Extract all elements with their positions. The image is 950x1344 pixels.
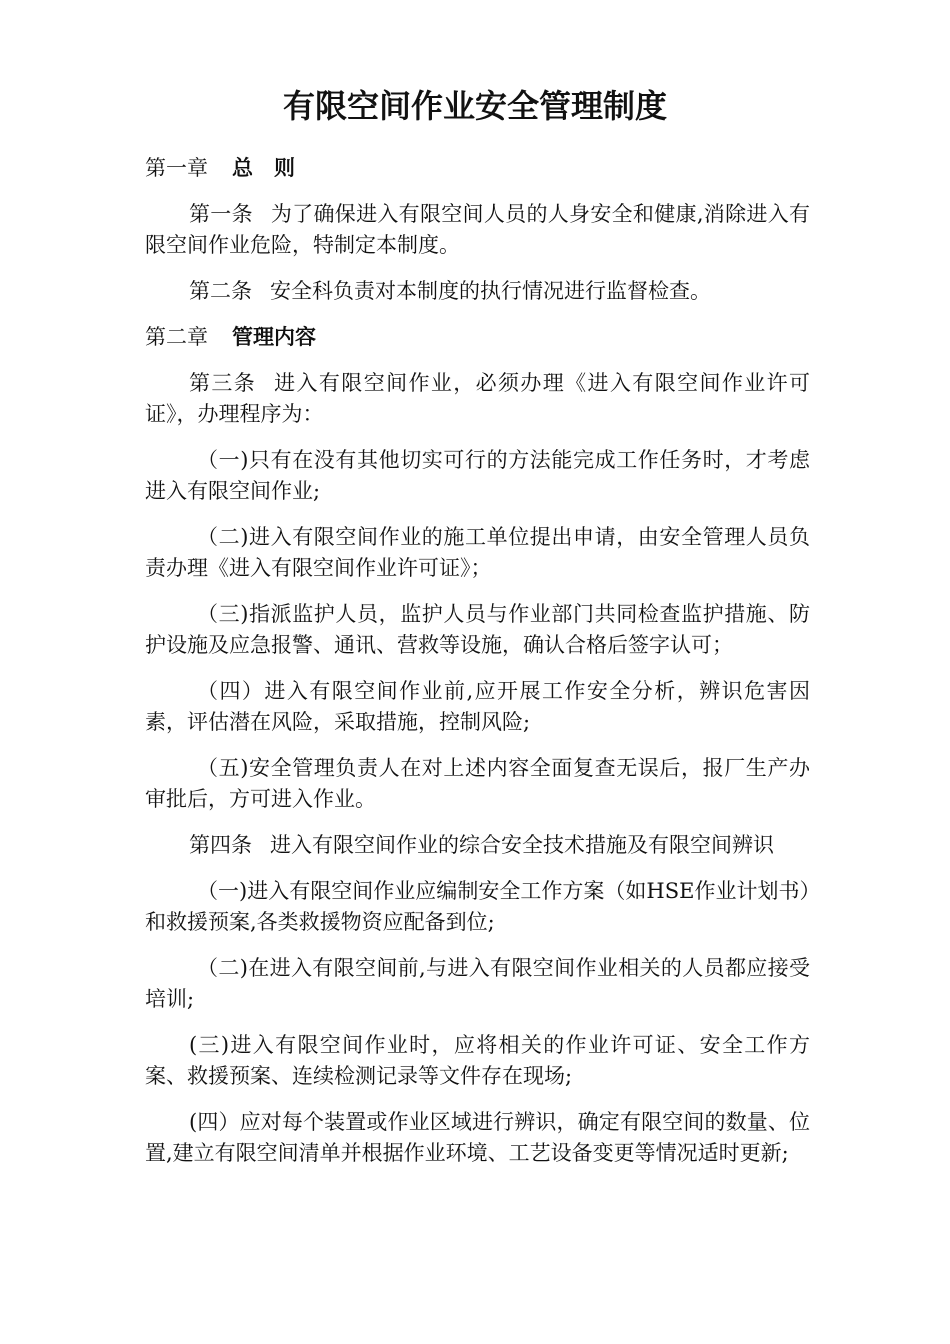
article-label: 第二条 <box>189 279 252 303</box>
article-label: 第一条 <box>189 202 253 226</box>
article-text: 进入有限空间作业，必须办理《进入有限空间作业许可证》，办理程序为： <box>145 371 811 426</box>
chapter-name: 总 则 <box>232 156 295 180</box>
article-3 <box>145 368 810 430</box>
list-item: （五)安全管理负责人在对上述内容全面复查无误后，报厂生产办审批后，方可进入作业。 <box>145 756 810 811</box>
article-text: 安全科负责对本制度的执行情况进行监督检查。 <box>270 279 711 303</box>
article-label: 第四条 <box>189 833 252 857</box>
list-item: （一)进入有限空间作业应编制安全工作方案（如HSE作业计划书）和救援预案,各类救援物资应配备到位; <box>145 879 810 934</box>
article-4 <box>145 830 810 861</box>
chapter-number: 第一章 <box>145 156 208 180</box>
list-item: （二)进入有限空间作业的施工单位提出申请，由安全管理人员负责办理《进入有限空间作业许可证》； <box>145 525 810 580</box>
article-text: 为了确保进入有限空间人员的人身安全和健康,消除进入有限空间作业危险，特制定本制度。 <box>145 202 810 257</box>
article-text: 进入有限空间作业的综合安全技术措施及有限空间辨识 <box>270 833 774 857</box>
list-item: （一)只有在没有其他切实可行的方法能完成工作任务时，才考虑进入有限空间作业; <box>145 448 810 503</box>
list-item: (四）应对每个装置或作业区域进行辨识，确定有限空间的数量、位置,建立有限空间清单并根据作业环境、工艺设备变更等情况适时更新; <box>145 1110 810 1165</box>
document-title: 有限空间作业安全管理制度 <box>282 87 667 125</box>
document-body <box>145 153 810 1184</box>
list-item: （二)在进入有限空间前,与进入有限空间作业相关的人员都应接受培训; <box>145 956 810 1011</box>
article-1 <box>145 199 810 261</box>
list-item: (三)进入有限空间作业时，应将相关的作业许可证、安全工作方案、救援预案、连续检测记录等文件存在现场; <box>145 1033 810 1088</box>
chapter-number: 第二章 <box>145 325 208 349</box>
list-item: （四）进入有限空间作业前,应开展工作安全分析，辨识危害因素，评估潜在风险，采取措施，控制风险; <box>145 679 810 734</box>
chapter-heading-2 <box>145 322 810 353</box>
chapter-heading-1 <box>145 153 810 184</box>
list-item: （三)指派监护人员，监护人员与作业部门共同检查监护措施、防护设施及应急报警、通讯、营救等设施，确认合格后签字认可； <box>145 602 810 657</box>
article-2 <box>145 276 810 307</box>
article-label: 第三条 <box>189 371 257 395</box>
chapter-name: 管理内容 <box>232 325 316 349</box>
